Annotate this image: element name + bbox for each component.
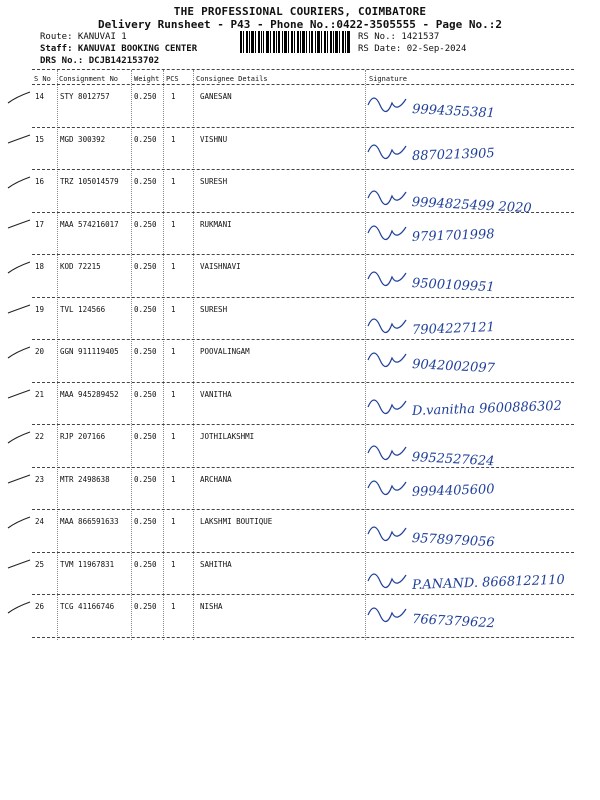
row-separator [32, 127, 574, 128]
staff-label: Staff: KANUVAI BOOKING CENTER [40, 44, 198, 54]
cell-consignee: VISHNU [200, 134, 228, 144]
cell-sno: 15 [35, 134, 45, 144]
cell-sno: 14 [35, 92, 45, 101]
cell-sno: 23 [35, 474, 45, 484]
cell-weight: 0.250 [134, 517, 157, 526]
header-top-rule [32, 69, 574, 70]
cell-pcs: 1 [171, 219, 176, 229]
signature-phone-text: 9994355381 [411, 102, 496, 122]
signature-phone-text: 9042002097 [411, 357, 496, 377]
rs-no-label: RS No.: 1421537 [358, 32, 440, 42]
cell-sno: 24 [35, 517, 45, 526]
pen-tick-mark [6, 472, 32, 492]
cell-pcs: 1 [171, 92, 176, 101]
pen-tick-mark [6, 259, 32, 279]
pen-tick-mark [6, 344, 32, 364]
barcode-image [240, 31, 350, 53]
cell-consignee: SURESH [200, 177, 228, 186]
pen-tick-mark [6, 514, 32, 534]
pen-tick-mark [6, 217, 32, 237]
cell-consignment: STY 8012757 [60, 92, 110, 101]
cell-consignment: MAA 574216017 [60, 219, 119, 229]
cell-sno: 21 [35, 389, 45, 399]
cell-consignee: RUKMANI [200, 219, 232, 229]
signature-phone-text: 9994825499 2020 [411, 195, 532, 217]
cell-sno: 18 [35, 262, 45, 271]
pen-tick-mark [6, 174, 32, 194]
cell-consignment: MGD 300392 [60, 134, 106, 144]
pen-tick-mark [6, 387, 32, 407]
row-separator [32, 297, 574, 298]
cell-consignment: TRZ 105014579 [60, 177, 119, 186]
cell-consignee: JOTHILAKSHMI [200, 432, 255, 441]
cell-consignee: LAKSHMI BOUTIQUE [200, 517, 273, 526]
row-separator [32, 637, 574, 638]
cell-consignment: TVL 124566 [60, 304, 106, 314]
cell-sno: 20 [35, 347, 45, 356]
row-separator [32, 467, 574, 468]
cell-consignment: TVM 11967831 [60, 559, 115, 569]
cell-weight: 0.250 [134, 432, 157, 441]
signature-phone-text: 9791701998 [411, 226, 495, 245]
cell-pcs: 1 [171, 474, 176, 484]
cell-consignee: GANESAN [200, 92, 232, 101]
pen-tick-mark [6, 557, 32, 577]
runsheet-subtitle: Delivery Runsheet - P43 - Phone No.:0422-3505555 - Page No.:2 [98, 18, 502, 31]
cell-pcs: 1 [171, 177, 176, 186]
signature-phone-text: D.vanitha 9600886302 [411, 398, 563, 419]
col-header-sno: S No [34, 75, 51, 83]
cell-consignee: VAISHNAVI [200, 262, 241, 271]
cell-weight: 0.250 [134, 347, 157, 356]
row-separator [32, 339, 574, 340]
drs-label: DRS No.: DCJB142153702 [40, 56, 160, 66]
cell-pcs: 1 [171, 389, 176, 399]
cell-consignment: KOD 72215 [60, 262, 101, 271]
cell-consignee: ARCHANA [200, 474, 232, 484]
header-bottom-rule [32, 84, 574, 85]
cell-pcs: 1 [171, 517, 176, 526]
cell-pcs: 1 [171, 559, 176, 569]
cell-pcs: 1 [171, 432, 176, 441]
signature-phone-text: 9500109951 [411, 276, 495, 296]
cell-consignment: MAA 945289452 [60, 389, 119, 399]
cell-sno: 26 [35, 602, 45, 611]
runsheet-title: THE PROFESSIONAL COURIERS, COIMBATORE [173, 5, 427, 18]
rs-date-label: RS Date: 02-Sep-2024 [358, 44, 467, 54]
cell-weight: 0.250 [134, 177, 157, 186]
cell-consignee: SAHITHA [200, 559, 232, 569]
signature-phone-text: 8870213905 [411, 145, 495, 164]
cell-consignment: MTR 2498638 [60, 474, 110, 484]
pen-tick-mark [6, 302, 32, 322]
col-header-consignment: Consignment No [59, 75, 119, 83]
col-header-weight: Weight [134, 75, 160, 83]
row-separator [32, 169, 574, 170]
cell-pcs: 1 [171, 134, 176, 144]
pen-tick-mark [6, 599, 32, 619]
cell-weight: 0.250 [134, 262, 157, 271]
col-header-pcs: PCS [166, 75, 179, 83]
pen-tick-mark [6, 429, 32, 449]
route-label: Route: KANUVAI 1 [40, 32, 127, 42]
signature-phone-text: 9578979056 [411, 531, 495, 551]
col-divider [163, 70, 164, 640]
pen-tick-mark [6, 132, 32, 152]
row-separator [32, 382, 574, 383]
pen-tick-mark [6, 89, 32, 109]
cell-consignment: GGN 911119405 [60, 347, 119, 356]
cell-consignee: VANITHA [200, 389, 232, 399]
row-separator [32, 509, 574, 510]
row-separator [32, 552, 574, 553]
cell-sno: 22 [35, 432, 45, 441]
cell-weight: 0.250 [134, 134, 157, 144]
col-divider [57, 70, 58, 640]
cell-consignment: MAA 866591633 [60, 517, 119, 526]
signature-phone-text: P.ANAND. 8668122110 [411, 572, 566, 593]
cell-weight: 0.250 [134, 602, 157, 611]
cell-weight: 0.250 [134, 559, 157, 569]
col-header-signature: Signature [369, 75, 407, 83]
row-separator [32, 212, 574, 213]
col-divider [193, 70, 194, 640]
cell-consignment: RJP 207166 [60, 432, 106, 441]
signature-phone-text: 7667379622 [411, 612, 496, 632]
cell-consignment: TCG 41166746 [60, 602, 115, 611]
cell-weight: 0.250 [134, 304, 157, 314]
signature-phone-text: 9952527624 [411, 450, 495, 470]
cell-pcs: 1 [171, 304, 176, 314]
row-separator [32, 594, 574, 595]
col-divider [131, 70, 132, 640]
cell-consignee: NISHA [200, 602, 223, 611]
signature-phone-text: 9994405600 [411, 481, 495, 500]
cell-pcs: 1 [171, 262, 176, 271]
cell-sno: 17 [35, 219, 45, 229]
cell-sno: 16 [35, 177, 45, 186]
cell-weight: 0.250 [134, 474, 157, 484]
cell-pcs: 1 [171, 347, 176, 356]
cell-weight: 0.250 [134, 219, 157, 229]
row-separator [32, 424, 574, 425]
row-separator [32, 254, 574, 255]
cell-consignee: POOVALINGAM [200, 347, 250, 356]
col-header-consignee: Consignee Details [196, 75, 268, 83]
cell-weight: 0.250 [134, 389, 157, 399]
cell-pcs: 1 [171, 602, 176, 611]
cell-sno: 25 [35, 559, 45, 569]
cell-weight: 0.250 [134, 92, 157, 101]
cell-consignee: SURESH [200, 304, 228, 314]
cell-sno: 19 [35, 304, 45, 314]
signature-phone-text: 7904227121 [411, 319, 496, 338]
